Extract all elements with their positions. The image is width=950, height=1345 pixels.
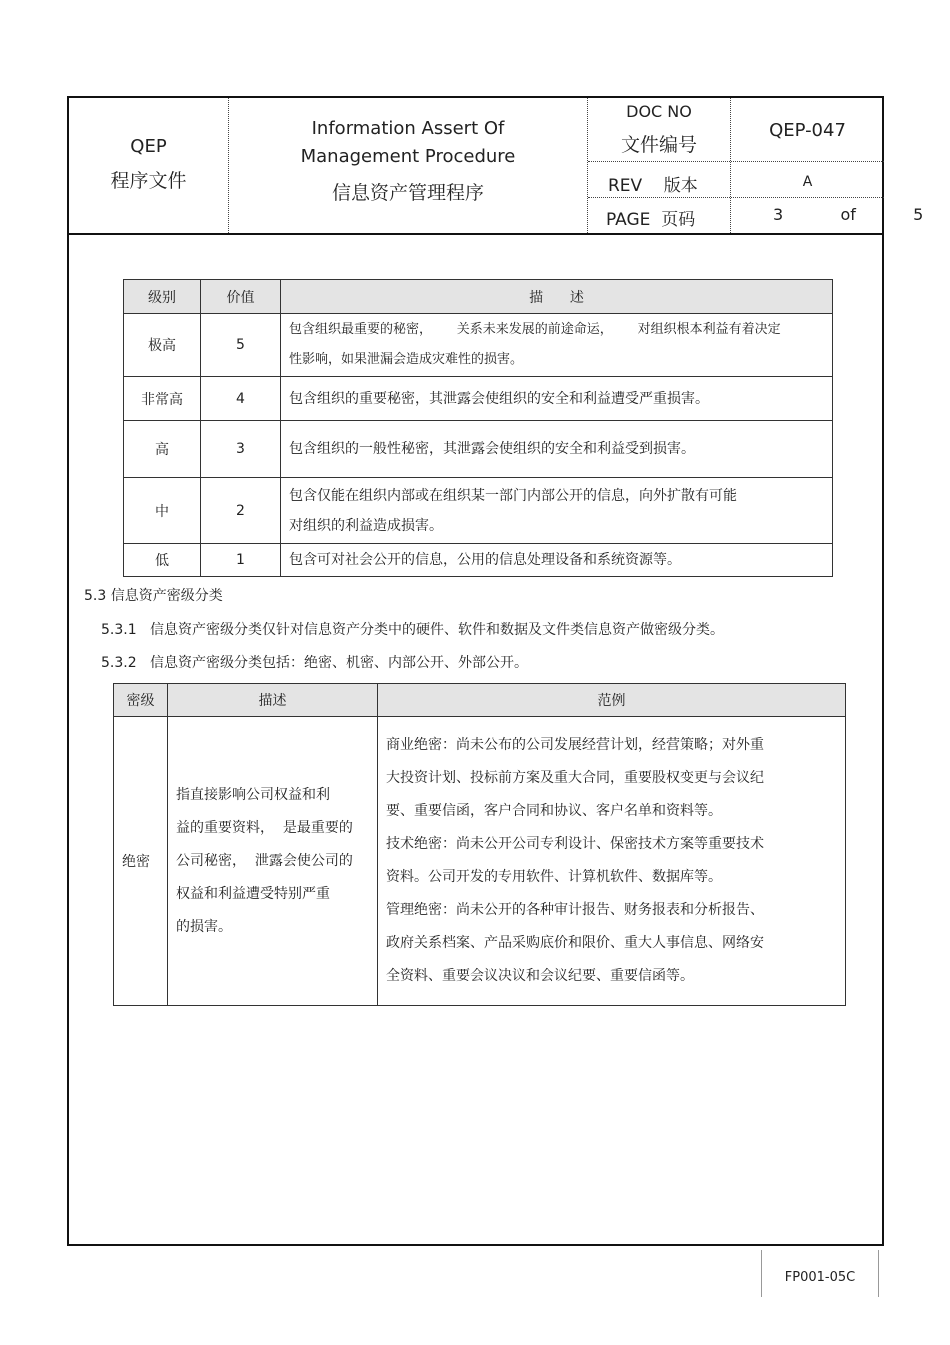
section-5-3-heading: 5.3 信息资产密级分类	[84, 588, 223, 604]
example-line: 管理绝密：尚未公开的各种审计报告、财务报表和分析报告、	[386, 902, 764, 918]
desc-line: 的损害。	[176, 918, 232, 935]
desc-line: 对组织的利益造成损害。	[289, 517, 443, 534]
doc-no-label-cn: 文件编号	[620, 134, 697, 156]
header-title-cell	[229, 98, 588, 233]
form-code: FP001-05C	[784, 1270, 856, 1285]
table-header-row	[124, 280, 833, 314]
desc-line: 性影响，如果泄漏会造成灾难性的损害。	[289, 352, 524, 367]
header-org-cell	[69, 98, 229, 233]
section-5-3-1: 5.3.1 信息资产密级分类仅针对信息资产分类中的硬件、软件和数据及文件类信息资产做密级分类。	[101, 622, 724, 638]
title-en-line-2: Management Procedure	[300, 146, 516, 167]
value-cell: 4	[201, 377, 281, 421]
section-5-3-2: 5.3.2 信息资产密级分类包括：绝密、机密、内部公开、外部公开。	[101, 655, 528, 671]
table-row	[124, 421, 833, 478]
desc-cell: 包含可对社会公开的信息，公用的信息处理设备和系统资源等。	[281, 544, 833, 577]
desc-line: 指直接影响公司权益和利	[176, 786, 330, 803]
doc-no-value: QEP-047	[769, 120, 846, 141]
secret-level-cell: 绝密	[114, 717, 168, 1006]
page-label: PAGE 页码	[606, 210, 696, 230]
desc-line: 权益和利益遭受特别严重	[176, 885, 330, 902]
doc-no-label-en: DOC NO	[626, 102, 692, 121]
col-header-examples: 范例	[378, 684, 846, 717]
table-header-row	[114, 684, 846, 717]
col-header-secret-level: 密级	[114, 684, 168, 717]
col-header-desc: 描 述	[281, 280, 833, 314]
divider	[588, 197, 730, 198]
divider	[731, 197, 884, 198]
example-line: 商业绝密：尚未公布的公司发展经营计划，经营策略；对外重	[386, 737, 764, 753]
table-row	[124, 314, 833, 377]
header-label-cell	[588, 98, 731, 233]
table-row	[124, 544, 833, 577]
table-row	[114, 717, 846, 1006]
value-cell: 1	[201, 544, 281, 577]
desc-cell	[281, 478, 833, 544]
rev-label: REV 版本	[608, 176, 698, 196]
desc-cell: 包含组织的重要秘密，其泄露会使组织的安全和利益遭受严重损害。	[281, 377, 833, 421]
col-header-description: 描述	[168, 684, 378, 717]
footer-form-code-box	[761, 1250, 879, 1297]
value-cell: 5	[201, 314, 281, 377]
level-cell: 极高	[124, 314, 201, 377]
col-header-level: 级别	[124, 280, 201, 314]
example-line: 技术绝密：尚未公开公司专利设计、保密技术方案等重要技术	[386, 836, 764, 852]
desc-line: 益的重要资料， 是最重要的	[176, 819, 353, 836]
document-header	[69, 98, 924, 235]
page-value: 3 of 5	[773, 205, 924, 224]
example-line: 政府关系档案、产品采购底价和限价、重大人事信息、网络安	[386, 935, 764, 951]
org-code: QEP	[130, 136, 167, 157]
doc-type: 程序文件	[110, 170, 187, 192]
desc-cell	[281, 314, 833, 377]
secret-desc-cell	[168, 717, 378, 1006]
secret-example-cell	[378, 717, 846, 1006]
divider	[588, 161, 730, 162]
table-row	[124, 478, 833, 544]
desc-line: 包含组织最重要的秘密， 关系未来发展的前途命运， 对组织根本利益有着决定	[289, 322, 781, 337]
header-value-cell	[731, 98, 924, 233]
level-cell: 低	[124, 544, 201, 577]
col-header-value: 价值	[201, 280, 281, 314]
table-row	[124, 377, 833, 421]
divider	[731, 161, 884, 162]
level-cell: 高	[124, 421, 201, 478]
value-cell: 2	[201, 478, 281, 544]
level-cell: 中	[124, 478, 201, 544]
value-cell: 3	[201, 421, 281, 478]
level-cell: 非常高	[124, 377, 201, 421]
example-line: 资料。公司开发的专用软件、计算机软件、数据库等。	[386, 869, 722, 885]
desc-line: 公司秘密， 泄露会使公司的	[176, 852, 353, 869]
title-en-line-1: Information Assert Of	[311, 118, 505, 139]
secret-level-table	[113, 683, 846, 1006]
example-line: 大投资计划、投标前方案及重大合同，重要股权变更与会议纪	[386, 770, 764, 786]
title-cn: 信息资产管理程序	[331, 182, 484, 204]
example-line: 要、重要信函，客户合同和协议、客户名单和资料等。	[386, 803, 722, 819]
desc-cell: 包含组织的一般性秘密，其泄露会使组织的安全和利益受到损害。	[281, 421, 833, 478]
value-level-table	[123, 279, 833, 577]
rev-value: A	[802, 174, 813, 190]
example-line: 全资料、重要会议决议和会议纪要、重要信函等。	[386, 968, 694, 984]
desc-line: 包含仅能在组织内部或在组织某一部门内部公开的信息，向外扩散有可能	[289, 487, 737, 504]
